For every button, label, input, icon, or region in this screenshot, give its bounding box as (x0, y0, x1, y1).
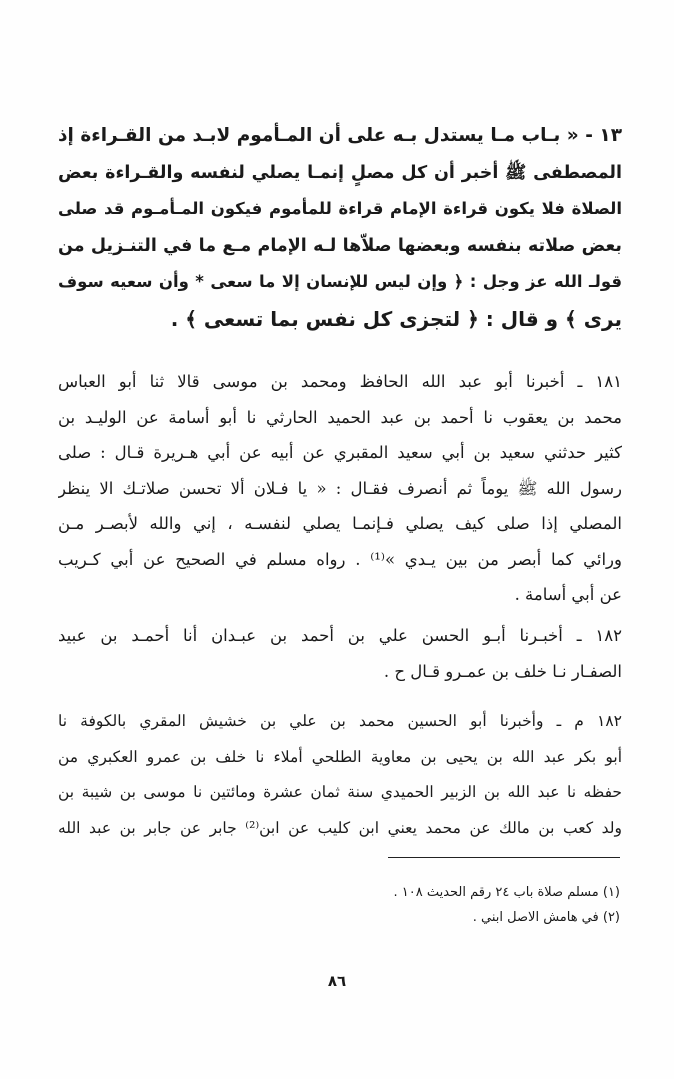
page-number: ٨٦ (327, 972, 347, 990)
footnote-divider (388, 857, 620, 858)
heading-line: يرى ﴾ و قال : ﴿ لتجزى كل نفس بما تسعى ﴾ . (170, 306, 622, 331)
paragraph-line: كثير حدثني سعيد بن أبي سعيد المقبري عن أبيه عن أبي هـريرة قـال : صلى (58, 443, 622, 462)
paragraph-line: حفظه نا عبد الله بن الزبير الحميدي سنة ثمان عشرة ومائتين نا موسى بن شيبة بن (58, 783, 622, 801)
paragraph-line: المصلي إذا صلى كيف يصلي فـإنمـا يصلي لنفسـه ، إني والله لأبصـر مـن (58, 514, 622, 533)
hadith-182 (58, 618, 622, 689)
heading-line: الصلاة فلا يكون قراءة الإمام قراءة للمأموم فيكون المـأمـوم قد صلى (58, 199, 622, 218)
paragraph-line: ولد كعب بن مالك عن محمد يعني ابن كليب عن ابن⁽²⁾ جابر عن جابر بن عبد الله (58, 818, 622, 837)
heading-line: بعض صلاته بنفسه وبعضها صلاّها لـه الإمام مـع ما في التنـزيل من (58, 235, 622, 256)
paragraph-line: ١٨٢ م ـ وأخبرنا أبو الحسين محمد بن علي بن خشيش المقري بالكوفة نا (58, 712, 622, 730)
paragraph-line: أبو بكر عبد الله بن يحيى بن معاوية الطلحي أملاء نا خلف بن عمرو العكبري من (58, 747, 622, 766)
footnotes (300, 880, 620, 930)
paragraph-line: محمد بن يعقوب نا أحمد بن عبد الحميد الحارثي نا أبو أسامة عن الوليـد بن (58, 407, 622, 427)
chapter-heading (58, 118, 622, 337)
heading-line: المصطفى ﷺ أخبر أن كل مصلٍ إنمـا يصلي لنفسه والقـراءة بعض (58, 162, 622, 183)
paragraph-line: ١٨١ ـ أخبرنا أبو عبد الله الحافظ ومحمد بن موسى قالا ثنا أبو العباس (58, 372, 622, 391)
footnote-1: (١) مسلم صلاة باب ٢٤ رقم الحديث ١٠٨ . (393, 885, 620, 900)
paragraph-line: عن أبي أسامة . (514, 585, 622, 604)
hadith-181 (58, 364, 622, 613)
heading-line: قولـ الله عز وجل : ﴿ وإن ليس للإنسان إلا ما سعى * وأن سعيه سوف (58, 272, 622, 291)
heading-line: ١٣ - « بـاب مـا يستدل بـه على أن المـأموم لابـد من القـراءة إذ (58, 125, 622, 146)
paragraph-line: رسول الله ﷺ يوماً ثم أنصرف فقـال : « يا فـلان ألا تحسن صلاتـك الا ينظر (58, 478, 622, 498)
paragraph-line: ورائي كما أبصر من بين يـدي »⁽¹⁾ . رواه مسلم في الصحيح عن أبي كـريب (58, 549, 622, 569)
hadith-182m (58, 704, 622, 846)
footnote-2: (٢) في هامش الاصل ابني . (472, 910, 620, 925)
paragraph-line: ١٨٢ ـ أخبـرنا أبـو الحسن علي بن أحمد بن عبـدان أنا أحمـد بن عبيد (58, 626, 622, 645)
paragraph-line: الصفـار نـا خلف بن عمـرو قـال ح . (383, 661, 622, 681)
